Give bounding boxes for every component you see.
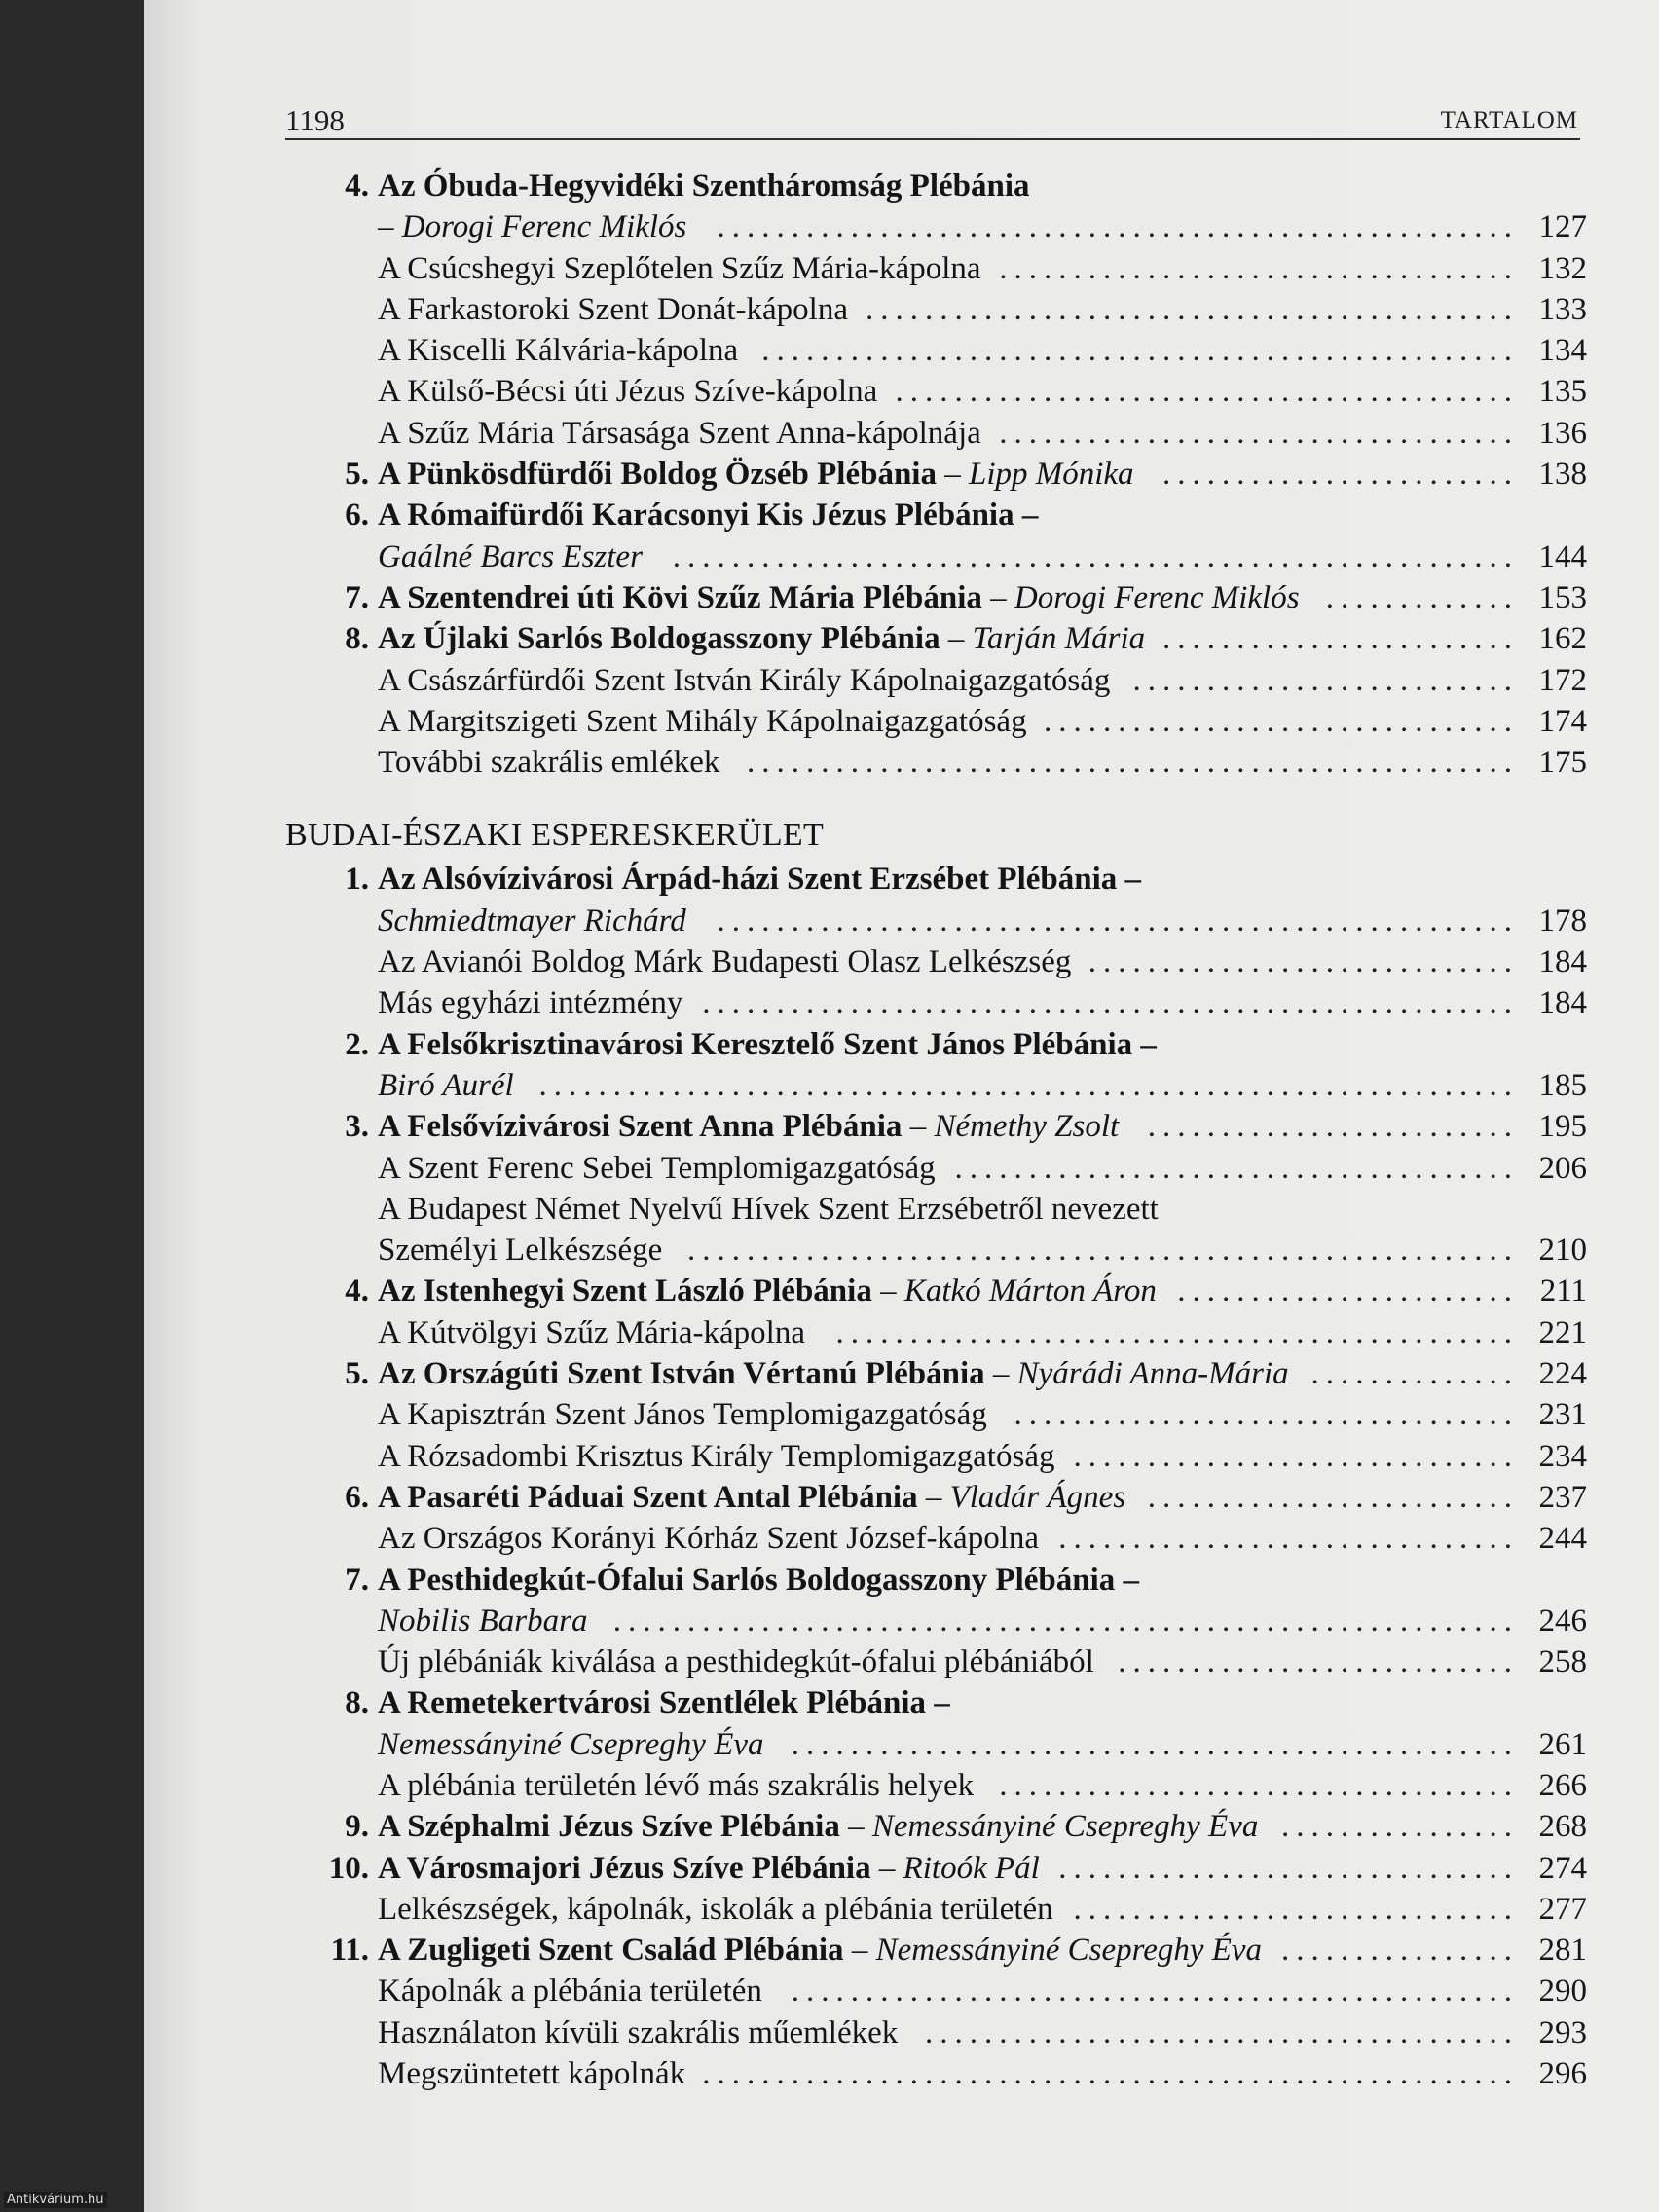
toc-entry [285, 742, 1587, 783]
entry-dash: – [902, 1109, 935, 1145]
toc-entry [285, 166, 1587, 206]
leader-dots: ........................ [1162, 457, 1519, 493]
leader-dots: ............................................................. [612, 1603, 1519, 1639]
entry-dash: – [917, 1479, 950, 1515]
leader-dots: ........................................ [925, 2014, 1519, 2050]
entry-title [378, 1065, 514, 1106]
entry-title [378, 248, 981, 289]
toc-entry [285, 495, 1587, 535]
entry-title-text: Biró Aurél [378, 1067, 514, 1103]
entry-page-number: 144 [1538, 538, 1587, 574]
toc-entry [285, 1724, 1587, 1765]
entry-page-number: 281 [1538, 1933, 1587, 1969]
entry-number: 6. [345, 498, 369, 534]
entry-title [378, 2012, 898, 2053]
toc-entry [285, 1889, 1587, 1930]
entry-page-number: 134 [1538, 333, 1587, 369]
entry-title-text: Schmiedtmayer Richárd [378, 903, 686, 939]
entry-title [378, 1394, 987, 1435]
entry-title [378, 1848, 1040, 1889]
entry-title [378, 1641, 1094, 1682]
entry-title-text: Lelkészségek, kápolnák, iskolák a plébánia területén [378, 1891, 1053, 1927]
entry-page-number: 195 [1538, 1109, 1587, 1145]
entry-title [378, 941, 1071, 982]
entry-page-number: 135 [1538, 374, 1587, 410]
entry-page-number: 175 [1538, 745, 1587, 781]
leader-dots: ...................................... [954, 1150, 1519, 1186]
entry-page-number: 266 [1538, 1767, 1587, 1803]
entry-title-text: Az Alsóvízivárosi Árpád-házi Szent Erzsébet Plébánia – [378, 862, 1142, 898]
leader-dots: ......................... [1147, 1479, 1519, 1515]
entry-title-text: Az Avianói Boldog Márk Budapesti Olasz Lelkészség [378, 944, 1072, 980]
entry-author: Némethy Zsolt [934, 1109, 1120, 1145]
entry-title [378, 1889, 1053, 1930]
entry-title-text: A Kapisztrán Szent János Templomigazgatóság [378, 1397, 987, 1433]
entry-title [378, 1971, 762, 2011]
toc-entry [285, 2012, 1587, 2053]
toc-entry [285, 1436, 1587, 1477]
leader-dots: ................................... [999, 415, 1519, 451]
toc-entry [285, 2053, 1587, 2094]
entry-author: Lipp Mónika [968, 457, 1134, 493]
toc-entry [285, 536, 1587, 577]
entry-title [378, 495, 1038, 535]
toc-entry [285, 1477, 1587, 1518]
leader-dots: .......................................... [895, 374, 1519, 410]
entry-dash: – [936, 457, 969, 493]
leader-dots: ................................................. [791, 1726, 1519, 1762]
entry-title-text: A Kiscelli Kálvária-kápolna [378, 333, 739, 369]
entry-title [378, 859, 1141, 900]
entry-title-text: Új plébániák kiválása a pesthidegkút-ófalui plébániából [378, 1644, 1094, 1680]
toc-entry [285, 1189, 1587, 1230]
entry-title-text: Az Istenhegyi Szent László Plébánia [378, 1273, 872, 1309]
entry-title-text: Gaálné Barcs Eszter [378, 538, 643, 574]
entry-title-text: A Zugligeti Szent Család Plébánia [378, 1933, 844, 1969]
toc-entry [285, 1024, 1587, 1065]
entry-title-text: A Városmajori Jézus Szíve Plébánia [378, 1850, 871, 1886]
running-title: TARTALOM [1440, 107, 1578, 133]
entry-page-number: 211 [1539, 1273, 1587, 1309]
entry-title [378, 1106, 1119, 1147]
entry-page-number: 274 [1538, 1850, 1587, 1886]
leader-dots: ...................................................... [717, 903, 1519, 939]
leader-dots: ......................... [1147, 1109, 1519, 1145]
toc-entry [285, 1601, 1587, 1641]
leader-dots: ................ [1281, 1809, 1519, 1845]
entry-title [378, 1353, 1289, 1394]
entry-author: Ritoók Pál [903, 1850, 1040, 1886]
toc-entry [285, 1641, 1587, 1682]
leader-dots: ...................................................... [717, 209, 1519, 245]
leader-dots: .............................................. [835, 1314, 1519, 1350]
entry-number: 3. [345, 1109, 369, 1145]
entry-dash: – [839, 1809, 872, 1845]
entry-title [378, 1148, 936, 1189]
entry-title [378, 1724, 764, 1765]
entry-title-text: Más egyházi intézmény [378, 985, 683, 1021]
section-heading: BUDAI-ÉSZAKI ESPERESKERÜLET [285, 817, 825, 854]
entry-title-text: A Remetekertvárosi Szentlélek Plébánia – [378, 1685, 950, 1721]
leader-dots: ................................ [1044, 703, 1519, 739]
entry-title [378, 618, 1145, 659]
toc-entry [285, 1230, 1587, 1271]
leader-dots: .................................. [1014, 1397, 1519, 1433]
entry-dash: – [871, 1273, 904, 1309]
entry-number: 6. [345, 1479, 369, 1515]
toc-entry [285, 289, 1587, 330]
entry-title-text: A Farkastoroki Szent Donát-kápolna [378, 291, 848, 327]
table-of-contents [285, 166, 1587, 2094]
entry-number: 7. [345, 1562, 369, 1598]
entry-page-number: 184 [1538, 985, 1587, 1021]
entry-title-text: A Rómaifürdői Karácsonyi Kis Jézus Plébánia – [378, 498, 1039, 534]
entry-number: 5. [345, 1356, 369, 1392]
leader-dots: .............................. [1073, 1438, 1519, 1474]
toc-entry [285, 982, 1587, 1023]
entry-title-text: A Felsőkrisztinavárosi Keresztelő Szent János Plébánia – [378, 1026, 1157, 1062]
entry-page-number: 162 [1538, 621, 1587, 657]
entry-title-text: A Csúcshegyi Szeplőtelen Szűz Mária-kápolna [378, 250, 981, 286]
entry-title [378, 1518, 1039, 1559]
leader-dots: .................................................... [747, 745, 1519, 781]
entry-title [378, 660, 1110, 701]
entry-page-number: 293 [1538, 2014, 1587, 2050]
entry-title [378, 1436, 1054, 1477]
toc-entry [285, 1518, 1587, 1559]
entry-page-number: 296 [1538, 2056, 1587, 2092]
entry-title [378, 1230, 662, 1271]
entry-title-text: A Kútvölgyi Szűz Mária-kápolna [378, 1314, 805, 1350]
entry-author: Vladár Ágnes [949, 1479, 1126, 1515]
leader-dots: ................................... [999, 1767, 1519, 1803]
entry-dash: – [870, 1850, 903, 1886]
book-page [144, 0, 1659, 2212]
toc-entry [285, 1806, 1587, 1847]
entry-title [378, 1024, 1157, 1065]
entry-title [378, 371, 877, 412]
leader-dots: ............................... [1058, 1521, 1519, 1557]
toc-entry [285, 248, 1587, 289]
page-number: 1198 [285, 103, 345, 137]
leader-dots: ................................................. [791, 1973, 1519, 2009]
entry-title-text: A Budapest Német Nyelvű Hívek Szent Erzsébetről nevezett [378, 1191, 1159, 1227]
toc-entry [285, 1394, 1587, 1435]
entry-page-number: 290 [1538, 1973, 1587, 2009]
entry-page-number: 132 [1538, 250, 1587, 286]
entry-title [378, 536, 643, 577]
entry-title-text: Az Újlaki Sarlós Boldogasszony Plébánia [378, 621, 940, 657]
leader-dots: ........................... [1118, 1644, 1519, 1680]
toc-entry [285, 1848, 1587, 1889]
leader-dots: ....................................................... [702, 985, 1519, 1021]
toc-entry [285, 618, 1587, 659]
toc-entry [285, 1930, 1587, 1971]
leader-dots: ......................................................... [672, 538, 1519, 574]
entry-page-number: 172 [1538, 662, 1587, 698]
entry-title-text: A Felsővízivárosi Szent Anna Plébánia [378, 1109, 903, 1145]
entry-title-text: Kápolnák a plébánia területén [378, 1973, 762, 2009]
entry-title-text: Nemessányiné Csepreghy Éva [378, 1726, 764, 1762]
entry-title [378, 982, 682, 1023]
toc-entry [285, 413, 1587, 454]
entry-title [378, 1189, 1159, 1230]
entry-title-text: A plébánia területén lévő más szakrális helyek [378, 1767, 975, 1803]
entry-page-number: 261 [1538, 1726, 1587, 1762]
entry-title [378, 413, 981, 454]
leader-dots: ............................... [1058, 1850, 1519, 1886]
entry-title-text: A Szentendrei úti Kövi Szűz Mária Plébánia [378, 579, 982, 615]
entry-title-text: Nobilis Barbara [378, 1603, 588, 1639]
entry-title [378, 2053, 685, 2094]
page-header [285, 97, 1580, 140]
entry-title-text: A Szent Ferenc Sebei Templomigazgatóság [378, 1150, 936, 1186]
entry-author: Dorogi Ferenc Miklós [1014, 579, 1300, 615]
entry-author: Katkó Márton Áron [903, 1273, 1157, 1309]
entry-page-number: 185 [1538, 1067, 1587, 1103]
toc-entry [285, 206, 1587, 247]
entry-page-number: 224 [1538, 1356, 1587, 1392]
entry-title [378, 1312, 805, 1353]
toc-entry [285, 941, 1587, 982]
entry-title-text: A Külső-Bécsi úti Jézus Szíve-kápolna [378, 374, 878, 410]
entry-title [378, 206, 686, 247]
toc-entry [285, 1765, 1587, 1806]
entry-number: 4. [345, 168, 369, 203]
entry-title [378, 1765, 974, 1806]
entry-title [378, 289, 848, 330]
entry-title-text: Az Óbuda-Hegyvidéki Szentháromság Plébánia [378, 168, 1030, 203]
entry-title-text: – Dorogi Ferenc Miklós [378, 209, 687, 245]
entry-number: 1. [345, 862, 369, 898]
entry-dash: – [940, 621, 973, 657]
toc-entry [285, 1560, 1587, 1601]
toc-entry [285, 1353, 1587, 1394]
entry-title-text: Személyi Lelkészsége [378, 1233, 663, 1269]
entry-page-number: 174 [1538, 703, 1587, 739]
leader-dots: .......................... [1132, 662, 1519, 698]
entry-title [378, 1477, 1125, 1518]
entry-number: 2. [345, 1026, 369, 1062]
entry-page-number: 231 [1538, 1397, 1587, 1433]
entry-dash: – [981, 579, 1014, 615]
toc-entry [285, 1971, 1587, 2011]
entry-number: 8. [345, 1685, 369, 1721]
entry-title [378, 742, 719, 783]
toc-entry [285, 330, 1587, 371]
toc-entry [285, 577, 1587, 618]
entry-dash: – [984, 1356, 1017, 1392]
entry-page-number: 136 [1538, 415, 1587, 451]
leader-dots: ........................................................ [687, 1233, 1519, 1269]
entry-page-number: 210 [1538, 1233, 1587, 1269]
toc-entry [285, 1148, 1587, 1189]
entry-title [378, 1271, 1157, 1311]
entry-number: 10. [328, 1850, 369, 1886]
toc-entry [285, 454, 1587, 495]
entry-title-text: A Pünkösdfürdői Boldog Özséb Plébánia [378, 457, 937, 493]
entry-dash: – [843, 1933, 876, 1969]
entry-title-text: A Pasaréti Páduai Szent Antal Plébánia [378, 1479, 918, 1515]
entry-author: Tarján Mária [972, 621, 1146, 657]
toc-section-budai-eszaki [285, 859, 1587, 2094]
leader-dots: ....................... [1177, 1273, 1519, 1309]
entry-title-text: További szakrális emlékek [378, 745, 720, 781]
entry-number: 4. [345, 1273, 369, 1309]
leader-dots: ................................... [999, 250, 1519, 286]
entry-page-number: 258 [1538, 1644, 1587, 1680]
entry-page-number: 153 [1538, 579, 1587, 615]
entry-page-number: 133 [1538, 291, 1587, 327]
entry-title-text: A Széphalmi Jézus Szíve Plébánia [378, 1809, 840, 1845]
entry-author: Nyárádi Anna-Mária [1016, 1356, 1289, 1392]
entry-page-number: 244 [1538, 1521, 1587, 1557]
toc-entry [285, 1271, 1587, 1311]
toc-entry [285, 1312, 1587, 1353]
toc-section-obuda [285, 166, 1587, 783]
entry-page-number: 277 [1538, 1891, 1587, 1927]
entry-title-text: Az Országos Korányi Kórház Szent József-kápolna [378, 1521, 1040, 1557]
entry-number: 9. [345, 1809, 369, 1845]
entry-page-number: 237 [1538, 1479, 1587, 1515]
entry-title [378, 454, 1134, 495]
toc-entry [285, 701, 1587, 742]
entry-title [378, 166, 1030, 206]
watermark-label: Antikvárium.hu [4, 2192, 107, 2208]
leader-dots: ............. [1325, 579, 1519, 615]
leader-dots: ................................................... [761, 333, 1519, 369]
toc-entry [285, 859, 1587, 900]
entry-title-text: Használaton kívüli szakrális műemlékek [378, 2014, 899, 2050]
toc-entry [285, 371, 1587, 412]
entry-title-text: A Rózsadombi Krisztus Király Templomigazgatóság [378, 1438, 1055, 1474]
entry-title-text: A Pesthidegkút-Ófalui Sarlós Boldogasszony Plébánia – [378, 1562, 1140, 1598]
entry-number: 5. [345, 457, 369, 493]
toc-entry [285, 901, 1587, 941]
leader-dots: ....................................................... [702, 2056, 1519, 2092]
toc-entry [285, 1106, 1587, 1147]
entry-page-number: 268 [1538, 1809, 1587, 1845]
entry-number: 7. [345, 579, 369, 615]
entry-page-number: 234 [1538, 1438, 1587, 1474]
leader-dots: .............. [1310, 1356, 1519, 1392]
entry-title [378, 1930, 1262, 1971]
entry-number: 8. [345, 621, 369, 657]
entry-page-number: 138 [1538, 457, 1587, 493]
entry-number: 11. [330, 1933, 369, 1969]
entry-title-text: Az Országúti Szent István Vértanú Plébánia [378, 1356, 985, 1392]
entry-title [378, 1682, 950, 1723]
leader-dots: ............................................ [866, 291, 1519, 327]
entry-page-number: 221 [1538, 1314, 1587, 1350]
entry-title [378, 577, 1300, 618]
entry-page-number: 178 [1538, 903, 1587, 939]
entry-title [378, 1806, 1258, 1847]
toc-entry [285, 1065, 1587, 1106]
entry-title [378, 1601, 587, 1641]
entry-title [378, 1560, 1139, 1601]
entry-author: Nemessányiné Csepreghy Éva [875, 1933, 1263, 1969]
leader-dots: ................ [1281, 1933, 1519, 1969]
toc-entry [285, 1682, 1587, 1723]
entry-title-text: A Margitszigeti Szent Mihály Kápolnaigazgatóság [378, 703, 1027, 739]
leader-dots: .................................................................. [538, 1067, 1519, 1103]
entry-author: Nemessányiné Csepreghy Éva [871, 1809, 1259, 1845]
leader-dots: ............................. [1088, 944, 1519, 980]
entry-page-number: 184 [1538, 944, 1587, 980]
toc-entry [285, 660, 1587, 701]
leader-dots: ........................ [1162, 621, 1519, 657]
entry-title [378, 901, 686, 941]
entry-page-number: 206 [1538, 1150, 1587, 1186]
entry-title-text: A Császárfürdői Szent István Király Kápolnaigazgatóság [378, 662, 1111, 698]
entry-page-number: 246 [1538, 1603, 1587, 1639]
leader-dots: .............................. [1073, 1891, 1519, 1927]
entry-page-number: 127 [1538, 209, 1587, 245]
entry-title-text: A Szűz Mária Társasága Szent Anna-kápolnája [378, 415, 981, 451]
entry-title [378, 701, 1027, 742]
entry-title [378, 330, 738, 371]
entry-title-text: Megszüntetett kápolnák [378, 2056, 686, 2092]
